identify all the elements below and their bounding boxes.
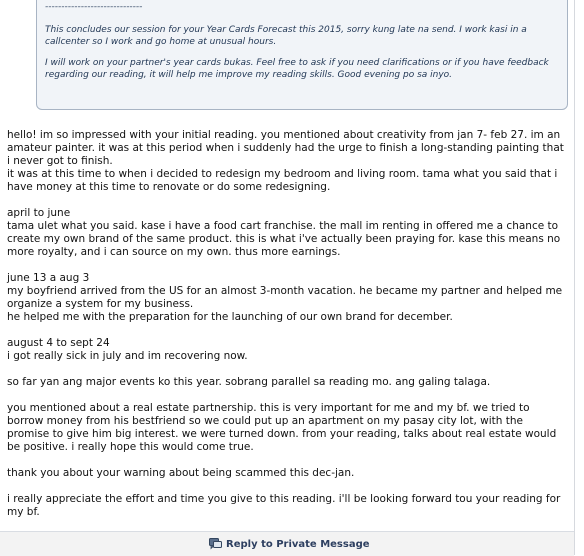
message-body	[7, 129, 567, 532]
message-paragraph: june 13 a aug 3 my boyfriend arrived from the US for an almost 3-month vacation. he became my partner and helped me organize a system for my business. he helped me with the preparation for the launching of our own brand for december.	[7, 272, 563, 323]
message-paragraph: august 4 to sept 24 i got really sick in july and im recovering now.	[7, 337, 248, 362]
reply-to-private-message-link[interactable]	[209, 538, 370, 550]
reply-label: Reply to Private Message	[226, 538, 370, 550]
message-paragraph: i really appreciate the effort and time you give to this reading. i'll be looking forward tou your reading for my bf.	[7, 493, 561, 518]
message-paragraph: hello! im so impressed with your initial reading. you mentioned about creativity from jan 7- feb 27. im an amateur painter. it was at this period when i suddenly had the urge to finish a long-standing painting that i never got to finish. it was at this time to when i decided to redesign my bedroom and living room. tama what you said that i have money at this time to renovate or do some redesigning.	[7, 129, 564, 193]
post-footer	[0, 531, 574, 556]
message-paragraph: you mentioned about a real estate partnership. this is very important for me and my bf. we tried to borrow money from his bestfriend so we could put up an apartment on my pasay city lot, with the promise to give him big interest. we were turned down. from your reading, talks about real estate would be positive. i really hope this would come true.	[7, 402, 557, 453]
quote-paragraph-1: This concludes our session for your Year Cards Forecast this 2015, sorry kung late na send. I work kasi in a callcenter so I work and go home at unusual hours.	[45, 25, 527, 47]
quoted-message	[36, 0, 568, 110]
speech-bubble-icon	[209, 538, 222, 550]
message-paragraph: so far yan ang major events ko this year. sobrang parallel sa reading mo. ang galing talaga.	[7, 376, 491, 388]
message-paragraph: thank you about your warning about being scammed this dec-jan.	[7, 467, 355, 479]
message-paragraph: april to june tama ulet what you said. kase i have a food cart franchise. the mall im renting in offered me a chance to create my own brand of the same product. this is what i've actually been praying for. kase this means no more royalty, and i can source on my own. thus more earnings.	[7, 207, 561, 258]
page-gutter	[575, 0, 584, 555]
quote-paragraph-2: I will work on your partner's year cards bukas. Feel free to ask if you need clarifications or if you have feedback regarding our reading, it will help me improve my reading skills. Good evening po sa inyo.	[45, 58, 549, 80]
quote-separator: ------------------------------	[45, 2, 143, 12]
